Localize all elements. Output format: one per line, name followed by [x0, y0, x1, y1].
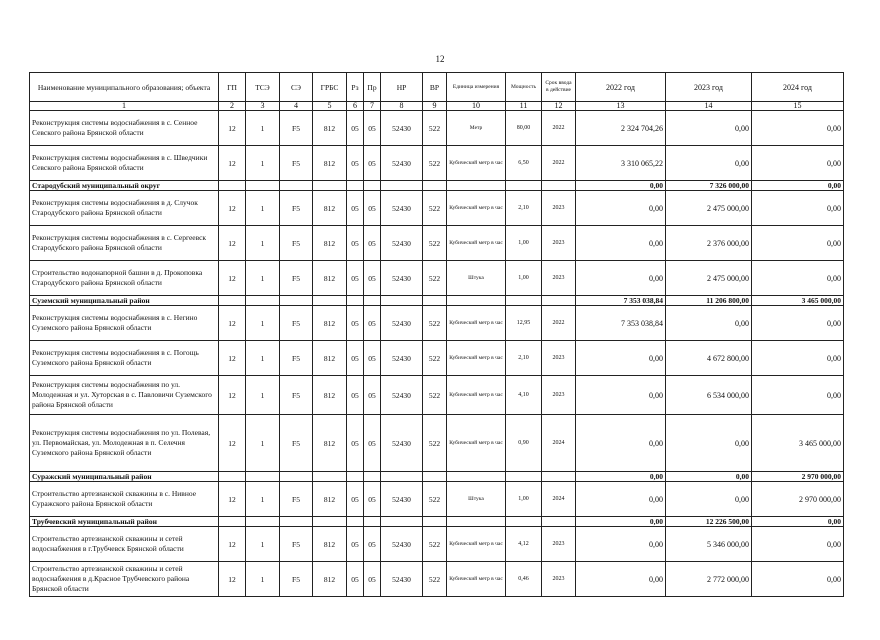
column-number: 1 — [30, 102, 219, 111]
cell-2024: 2 970 000,00 — [752, 482, 844, 517]
cell-unit: Кубический метр в час — [447, 306, 506, 341]
cell-nr: 52430 — [381, 226, 423, 261]
cell-2024: 0,00 — [752, 146, 844, 181]
page-number: 12 — [435, 54, 445, 64]
cell-pr: 05 — [364, 261, 381, 296]
section-name: Трубчевский муниципальный район — [30, 517, 219, 527]
cell-nr: 52430 — [381, 527, 423, 562]
cell-vr: 522 — [423, 191, 447, 226]
empty-cell — [219, 517, 246, 527]
cell-grbs: 812 — [313, 146, 347, 181]
cell-deadline: 2023 — [542, 562, 576, 597]
section-name: Стародубский муниципальный округ — [30, 181, 219, 191]
cell-se: F5 — [280, 415, 313, 472]
cell-tse: 1 — [246, 146, 280, 181]
cell-2023: 0,00 — [666, 146, 752, 181]
cell-unit: Штука — [447, 261, 506, 296]
empty-cell — [280, 472, 313, 482]
section-cell-2024: 0,00 — [752, 181, 844, 191]
empty-cell — [246, 517, 280, 527]
cell-grbs: 812 — [313, 191, 347, 226]
cell-2023: 2 376 000,00 — [666, 226, 752, 261]
section-cell-2022: 0,00 — [576, 517, 666, 527]
cell-se: F5 — [280, 562, 313, 597]
empty-cell — [364, 472, 381, 482]
empty-cell — [219, 181, 246, 191]
column-number: 3 — [246, 102, 280, 111]
cell-vr: 522 — [423, 482, 447, 517]
empty-cell — [447, 296, 506, 306]
cell-power: 6,50 — [506, 146, 542, 181]
cell-grbs: 812 — [313, 527, 347, 562]
cell-rz: 05 — [347, 482, 364, 517]
cell-rz: 05 — [347, 341, 364, 376]
cell-se: F5 — [280, 111, 313, 146]
table-row — [30, 415, 844, 472]
cell-power: 80,00 — [506, 111, 542, 146]
column-number: 12 — [542, 102, 576, 111]
cell-deadline: 2023 — [542, 376, 576, 415]
cell-se: F5 — [280, 482, 313, 517]
cell-tse: 1 — [246, 261, 280, 296]
cell-unit: Кубический метр в час — [447, 376, 506, 415]
cell-gp: 12 — [219, 306, 246, 341]
empty-cell — [542, 296, 576, 306]
empty-cell — [280, 296, 313, 306]
cell-deadline: 2023 — [542, 226, 576, 261]
cell-se: F5 — [280, 191, 313, 226]
cell-unit: Метр — [447, 111, 506, 146]
empty-cell — [423, 517, 447, 527]
cell-2022: 0,00 — [576, 482, 666, 517]
cell-power: 4,10 — [506, 376, 542, 415]
cell-rz: 05 — [347, 261, 364, 296]
section-name: Суражский муниципальный район — [30, 472, 219, 482]
cell-tse: 1 — [246, 341, 280, 376]
empty-cell — [506, 296, 542, 306]
cell-2023: 5 346 000,00 — [666, 527, 752, 562]
cell-power: 2,10 — [506, 341, 542, 376]
cell-power: 0,90 — [506, 415, 542, 472]
empty-cell — [542, 517, 576, 527]
section-cell-2023: 0,00 — [666, 472, 752, 482]
cell-nr: 52430 — [381, 415, 423, 472]
cell-rz: 05 — [347, 191, 364, 226]
section-cell-2023: 7 326 000,00 — [666, 181, 752, 191]
section-cell-2024: 2 970 000,00 — [752, 472, 844, 482]
cell-unit: Штука — [447, 482, 506, 517]
cell-rz: 05 — [347, 226, 364, 261]
cell-nr: 52430 — [381, 146, 423, 181]
cell-pr: 05 — [364, 482, 381, 517]
header-grbs: ГРБС — [313, 73, 347, 102]
cell-pr: 05 — [364, 306, 381, 341]
cell-pr: 05 — [364, 146, 381, 181]
cell-unit: Кубический метр в час — [447, 191, 506, 226]
section-cell-2022: 0,00 — [576, 472, 666, 482]
empty-cell — [280, 181, 313, 191]
section-row — [30, 181, 844, 191]
empty-cell — [381, 472, 423, 482]
header-gp: ГП — [219, 73, 246, 102]
cell-tse: 1 — [246, 111, 280, 146]
cell-grbs: 812 — [313, 415, 347, 472]
cell-deadline: 2024 — [542, 415, 576, 472]
cell-tse: 1 — [246, 376, 280, 415]
cell-gp: 12 — [219, 415, 246, 472]
cell-vr: 522 — [423, 111, 447, 146]
cell-tse: 1 — [246, 306, 280, 341]
cell-nr: 52430 — [381, 111, 423, 146]
row-name: Строительство водонапорной башни в д. Прокоповка Стародубского района Брянской области — [30, 261, 219, 296]
cell-rz: 05 — [347, 146, 364, 181]
row-name: Реконструкция системы водоснабжения по ул. Полевая, ул. Первомайская, ул. Молодежная в п. Селечня Суземского района Брянской области — [30, 415, 219, 472]
cell-vr: 522 — [423, 562, 447, 597]
cell-gp: 12 — [219, 527, 246, 562]
header-row — [30, 73, 844, 102]
empty-cell — [313, 181, 347, 191]
header-2022: 2022 год — [576, 73, 666, 102]
table-row — [30, 191, 844, 226]
cell-vr: 522 — [423, 261, 447, 296]
row-name: Реконструкция системы водоснабжения в с. Негино Суземского района Брянской области — [30, 306, 219, 341]
cell-pr: 05 — [364, 341, 381, 376]
cell-gp: 12 — [219, 111, 246, 146]
cell-gp: 12 — [219, 376, 246, 415]
header-power: Мощность — [506, 73, 542, 102]
header-rz: Рз — [347, 73, 364, 102]
cell-gp: 12 — [219, 482, 246, 517]
cell-power: 4,12 — [506, 527, 542, 562]
empty-cell — [347, 181, 364, 191]
section-row — [30, 296, 844, 306]
cell-grbs: 812 — [313, 341, 347, 376]
cell-power: 0,46 — [506, 562, 542, 597]
cell-pr: 05 — [364, 226, 381, 261]
row-name: Строительство артезианской скважины в с. Нивное Суражского района Брянской области — [30, 482, 219, 517]
cell-pr: 05 — [364, 415, 381, 472]
cell-rz: 05 — [347, 527, 364, 562]
cell-rz: 05 — [347, 376, 364, 415]
cell-tse: 1 — [246, 527, 280, 562]
cell-gp: 12 — [219, 562, 246, 597]
header-vr: ВР — [423, 73, 447, 102]
row-name: Строительство артезианской скважины и сетей водоснабжения в д.Красное Трубчевского района Брянской области — [30, 562, 219, 597]
cell-vr: 522 — [423, 226, 447, 261]
cell-tse: 1 — [246, 415, 280, 472]
cell-power: 2,10 — [506, 191, 542, 226]
column-number: 14 — [666, 102, 752, 111]
cell-vr: 522 — [423, 527, 447, 562]
empty-cell — [447, 517, 506, 527]
empty-cell — [246, 181, 280, 191]
empty-cell — [313, 517, 347, 527]
cell-grbs: 812 — [313, 376, 347, 415]
cell-tse: 1 — [246, 482, 280, 517]
table-row — [30, 341, 844, 376]
empty-cell — [347, 296, 364, 306]
cell-nr: 52430 — [381, 482, 423, 517]
cell-unit: Кубический метр в час — [447, 562, 506, 597]
cell-gp: 12 — [219, 226, 246, 261]
empty-cell — [246, 472, 280, 482]
empty-cell — [423, 472, 447, 482]
cell-grbs: 812 — [313, 562, 347, 597]
section-cell-2024: 3 465 000,00 — [752, 296, 844, 306]
cell-rz: 05 — [347, 415, 364, 472]
cell-gp: 12 — [219, 146, 246, 181]
cell-pr: 05 — [364, 111, 381, 146]
cell-unit: Кубический метр в час — [447, 226, 506, 261]
cell-2023: 0,00 — [666, 111, 752, 146]
cell-2023: 2 475 000,00 — [666, 261, 752, 296]
cell-2022: 0,00 — [576, 527, 666, 562]
cell-unit: Кубический метр в час — [447, 341, 506, 376]
budget-table — [29, 72, 844, 597]
cell-rz: 05 — [347, 562, 364, 597]
empty-cell — [542, 181, 576, 191]
row-name: Реконструкция системы водоснабжения в д. Случок Стародубского района Брянской области — [30, 191, 219, 226]
cell-2024: 0,00 — [752, 261, 844, 296]
cell-se: F5 — [280, 341, 313, 376]
header-nr: НР — [381, 73, 423, 102]
empty-cell — [381, 181, 423, 191]
header-2024: 2024 год — [752, 73, 844, 102]
empty-cell — [542, 472, 576, 482]
empty-cell — [423, 181, 447, 191]
section-cell-2022: 7 353 038,84 — [576, 296, 666, 306]
cell-2022: 2 324 704,26 — [576, 111, 666, 146]
cell-deadline: 2022 — [542, 111, 576, 146]
table-row — [30, 562, 844, 597]
header-2023: 2023 год — [666, 73, 752, 102]
section-cell-2023: 11 206 800,00 — [666, 296, 752, 306]
cell-power: 12,95 — [506, 306, 542, 341]
table-body — [30, 111, 844, 597]
column-number: 10 — [447, 102, 506, 111]
cell-nr: 52430 — [381, 562, 423, 597]
cell-2022: 0,00 — [576, 341, 666, 376]
cell-grbs: 812 — [313, 111, 347, 146]
empty-cell — [506, 181, 542, 191]
cell-rz: 05 — [347, 111, 364, 146]
empty-cell — [347, 517, 364, 527]
cell-2023: 0,00 — [666, 415, 752, 472]
row-name: Строительство артезианской скважины и сетей водоснабжения в г.Трубчевск Брянской области — [30, 527, 219, 562]
cell-pr: 05 — [364, 191, 381, 226]
cell-deadline: 2022 — [542, 306, 576, 341]
cell-se: F5 — [280, 306, 313, 341]
cell-se: F5 — [280, 146, 313, 181]
empty-cell — [381, 296, 423, 306]
cell-tse: 1 — [246, 562, 280, 597]
column-number-row — [30, 102, 844, 111]
cell-2024: 0,00 — [752, 376, 844, 415]
cell-se: F5 — [280, 226, 313, 261]
row-name: Реконструкция системы водоснабжения в с. Шведчики Севского района Брянской области — [30, 146, 219, 181]
cell-nr: 52430 — [381, 191, 423, 226]
cell-2024: 3 465 000,00 — [752, 415, 844, 472]
cell-tse: 1 — [246, 191, 280, 226]
column-number: 11 — [506, 102, 542, 111]
column-number: 7 — [364, 102, 381, 111]
cell-unit: Кубический метр в час — [447, 146, 506, 181]
section-name: Суземский муниципальный район — [30, 296, 219, 306]
section-row — [30, 472, 844, 482]
header-unit: Единица измерения — [447, 73, 506, 102]
header-deadline: Срок ввода в действие — [542, 73, 576, 102]
cell-vr: 522 — [423, 146, 447, 181]
table-row — [30, 527, 844, 562]
empty-cell — [313, 296, 347, 306]
cell-pr: 05 — [364, 562, 381, 597]
cell-2023: 4 672 800,00 — [666, 341, 752, 376]
column-number: 6 — [347, 102, 364, 111]
cell-2024: 0,00 — [752, 562, 844, 597]
cell-vr: 522 — [423, 415, 447, 472]
table-row — [30, 376, 844, 415]
cell-2024: 0,00 — [752, 341, 844, 376]
cell-2022: 0,00 — [576, 376, 666, 415]
empty-cell — [381, 517, 423, 527]
cell-gp: 12 — [219, 191, 246, 226]
row-name: Реконструкция системы водоснабжения в с. Сенное Севского района Брянской области — [30, 111, 219, 146]
cell-2022: 0,00 — [576, 415, 666, 472]
cell-2023: 2 475 000,00 — [666, 191, 752, 226]
table-row — [30, 226, 844, 261]
cell-2022: 0,00 — [576, 226, 666, 261]
cell-rz: 05 — [347, 306, 364, 341]
table-row — [30, 482, 844, 517]
section-cell-2024: 0,00 — [752, 517, 844, 527]
header-pr: Пр — [364, 73, 381, 102]
empty-cell — [219, 472, 246, 482]
cell-2024: 0,00 — [752, 111, 844, 146]
cell-gp: 12 — [219, 261, 246, 296]
row-name: Реконструкция системы водоснабжения в с. Сергеевск Стародубского района Брянской области — [30, 226, 219, 261]
cell-2022: 7 353 038,84 — [576, 306, 666, 341]
empty-cell — [280, 517, 313, 527]
column-number: 5 — [313, 102, 347, 111]
cell-2023: 0,00 — [666, 482, 752, 517]
cell-power: 1,00 — [506, 261, 542, 296]
header-tse: ТСЭ — [246, 73, 280, 102]
section-cell-2022: 0,00 — [576, 181, 666, 191]
cell-2024: 0,00 — [752, 191, 844, 226]
cell-2024: 0,00 — [752, 527, 844, 562]
empty-cell — [364, 181, 381, 191]
cell-grbs: 812 — [313, 482, 347, 517]
cell-vr: 522 — [423, 341, 447, 376]
cell-power: 1,00 — [506, 482, 542, 517]
cell-grbs: 812 — [313, 261, 347, 296]
cell-2024: 0,00 — [752, 226, 844, 261]
empty-cell — [506, 517, 542, 527]
empty-cell — [364, 296, 381, 306]
cell-nr: 52430 — [381, 376, 423, 415]
row-name: Реконструкция системы водоснабжения по ул. Молодежная и ул. Хуторская в с. Павловичи Суземского района Брянской области — [30, 376, 219, 415]
table-row — [30, 306, 844, 341]
cell-2024: 0,00 — [752, 306, 844, 341]
cell-grbs: 812 — [313, 226, 347, 261]
empty-cell — [447, 472, 506, 482]
column-number: 13 — [576, 102, 666, 111]
cell-deadline: 2023 — [542, 527, 576, 562]
column-number: 9 — [423, 102, 447, 111]
cell-2022: 0,00 — [576, 191, 666, 226]
cell-vr: 522 — [423, 376, 447, 415]
cell-pr: 05 — [364, 527, 381, 562]
table-row — [30, 261, 844, 296]
cell-deadline: 2023 — [542, 191, 576, 226]
cell-se: F5 — [280, 527, 313, 562]
cell-pr: 05 — [364, 376, 381, 415]
cell-2023: 0,00 — [666, 306, 752, 341]
column-number: 8 — [381, 102, 423, 111]
cell-deadline: 2022 — [542, 146, 576, 181]
cell-se: F5 — [280, 261, 313, 296]
cell-2022: 0,00 — [576, 261, 666, 296]
column-number: 15 — [752, 102, 844, 111]
cell-deadline: 2024 — [542, 482, 576, 517]
cell-2023: 6 534 000,00 — [666, 376, 752, 415]
empty-cell — [423, 296, 447, 306]
section-row — [30, 517, 844, 527]
cell-nr: 52430 — [381, 341, 423, 376]
cell-tse: 1 — [246, 226, 280, 261]
empty-cell — [313, 472, 347, 482]
column-number: 2 — [219, 102, 246, 111]
empty-cell — [506, 472, 542, 482]
table-row — [30, 111, 844, 146]
cell-power: 1,00 — [506, 226, 542, 261]
cell-grbs: 812 — [313, 306, 347, 341]
cell-2023: 2 772 000,00 — [666, 562, 752, 597]
header-se: СЭ — [280, 73, 313, 102]
empty-cell — [447, 181, 506, 191]
cell-nr: 52430 — [381, 306, 423, 341]
empty-cell — [364, 517, 381, 527]
cell-2022: 0,00 — [576, 562, 666, 597]
row-name: Реконструкция системы водоснабжения в с. Погощь Суземского района Брянской области — [30, 341, 219, 376]
cell-nr: 52430 — [381, 261, 423, 296]
header-name: Наименование муниципального образования; объекта — [30, 73, 219, 102]
cell-se: F5 — [280, 376, 313, 415]
empty-cell — [219, 296, 246, 306]
cell-gp: 12 — [219, 341, 246, 376]
cell-unit: Кубический метр в час — [447, 527, 506, 562]
cell-deadline: 2023 — [542, 261, 576, 296]
cell-2022: 3 310 065,22 — [576, 146, 666, 181]
cell-unit: Кубический метр в час — [447, 415, 506, 472]
table-row — [30, 146, 844, 181]
empty-cell — [246, 296, 280, 306]
section-cell-2023: 12 226 500,00 — [666, 517, 752, 527]
empty-cell — [347, 472, 364, 482]
cell-vr: 522 — [423, 306, 447, 341]
cell-deadline: 2023 — [542, 341, 576, 376]
column-number: 4 — [280, 102, 313, 111]
